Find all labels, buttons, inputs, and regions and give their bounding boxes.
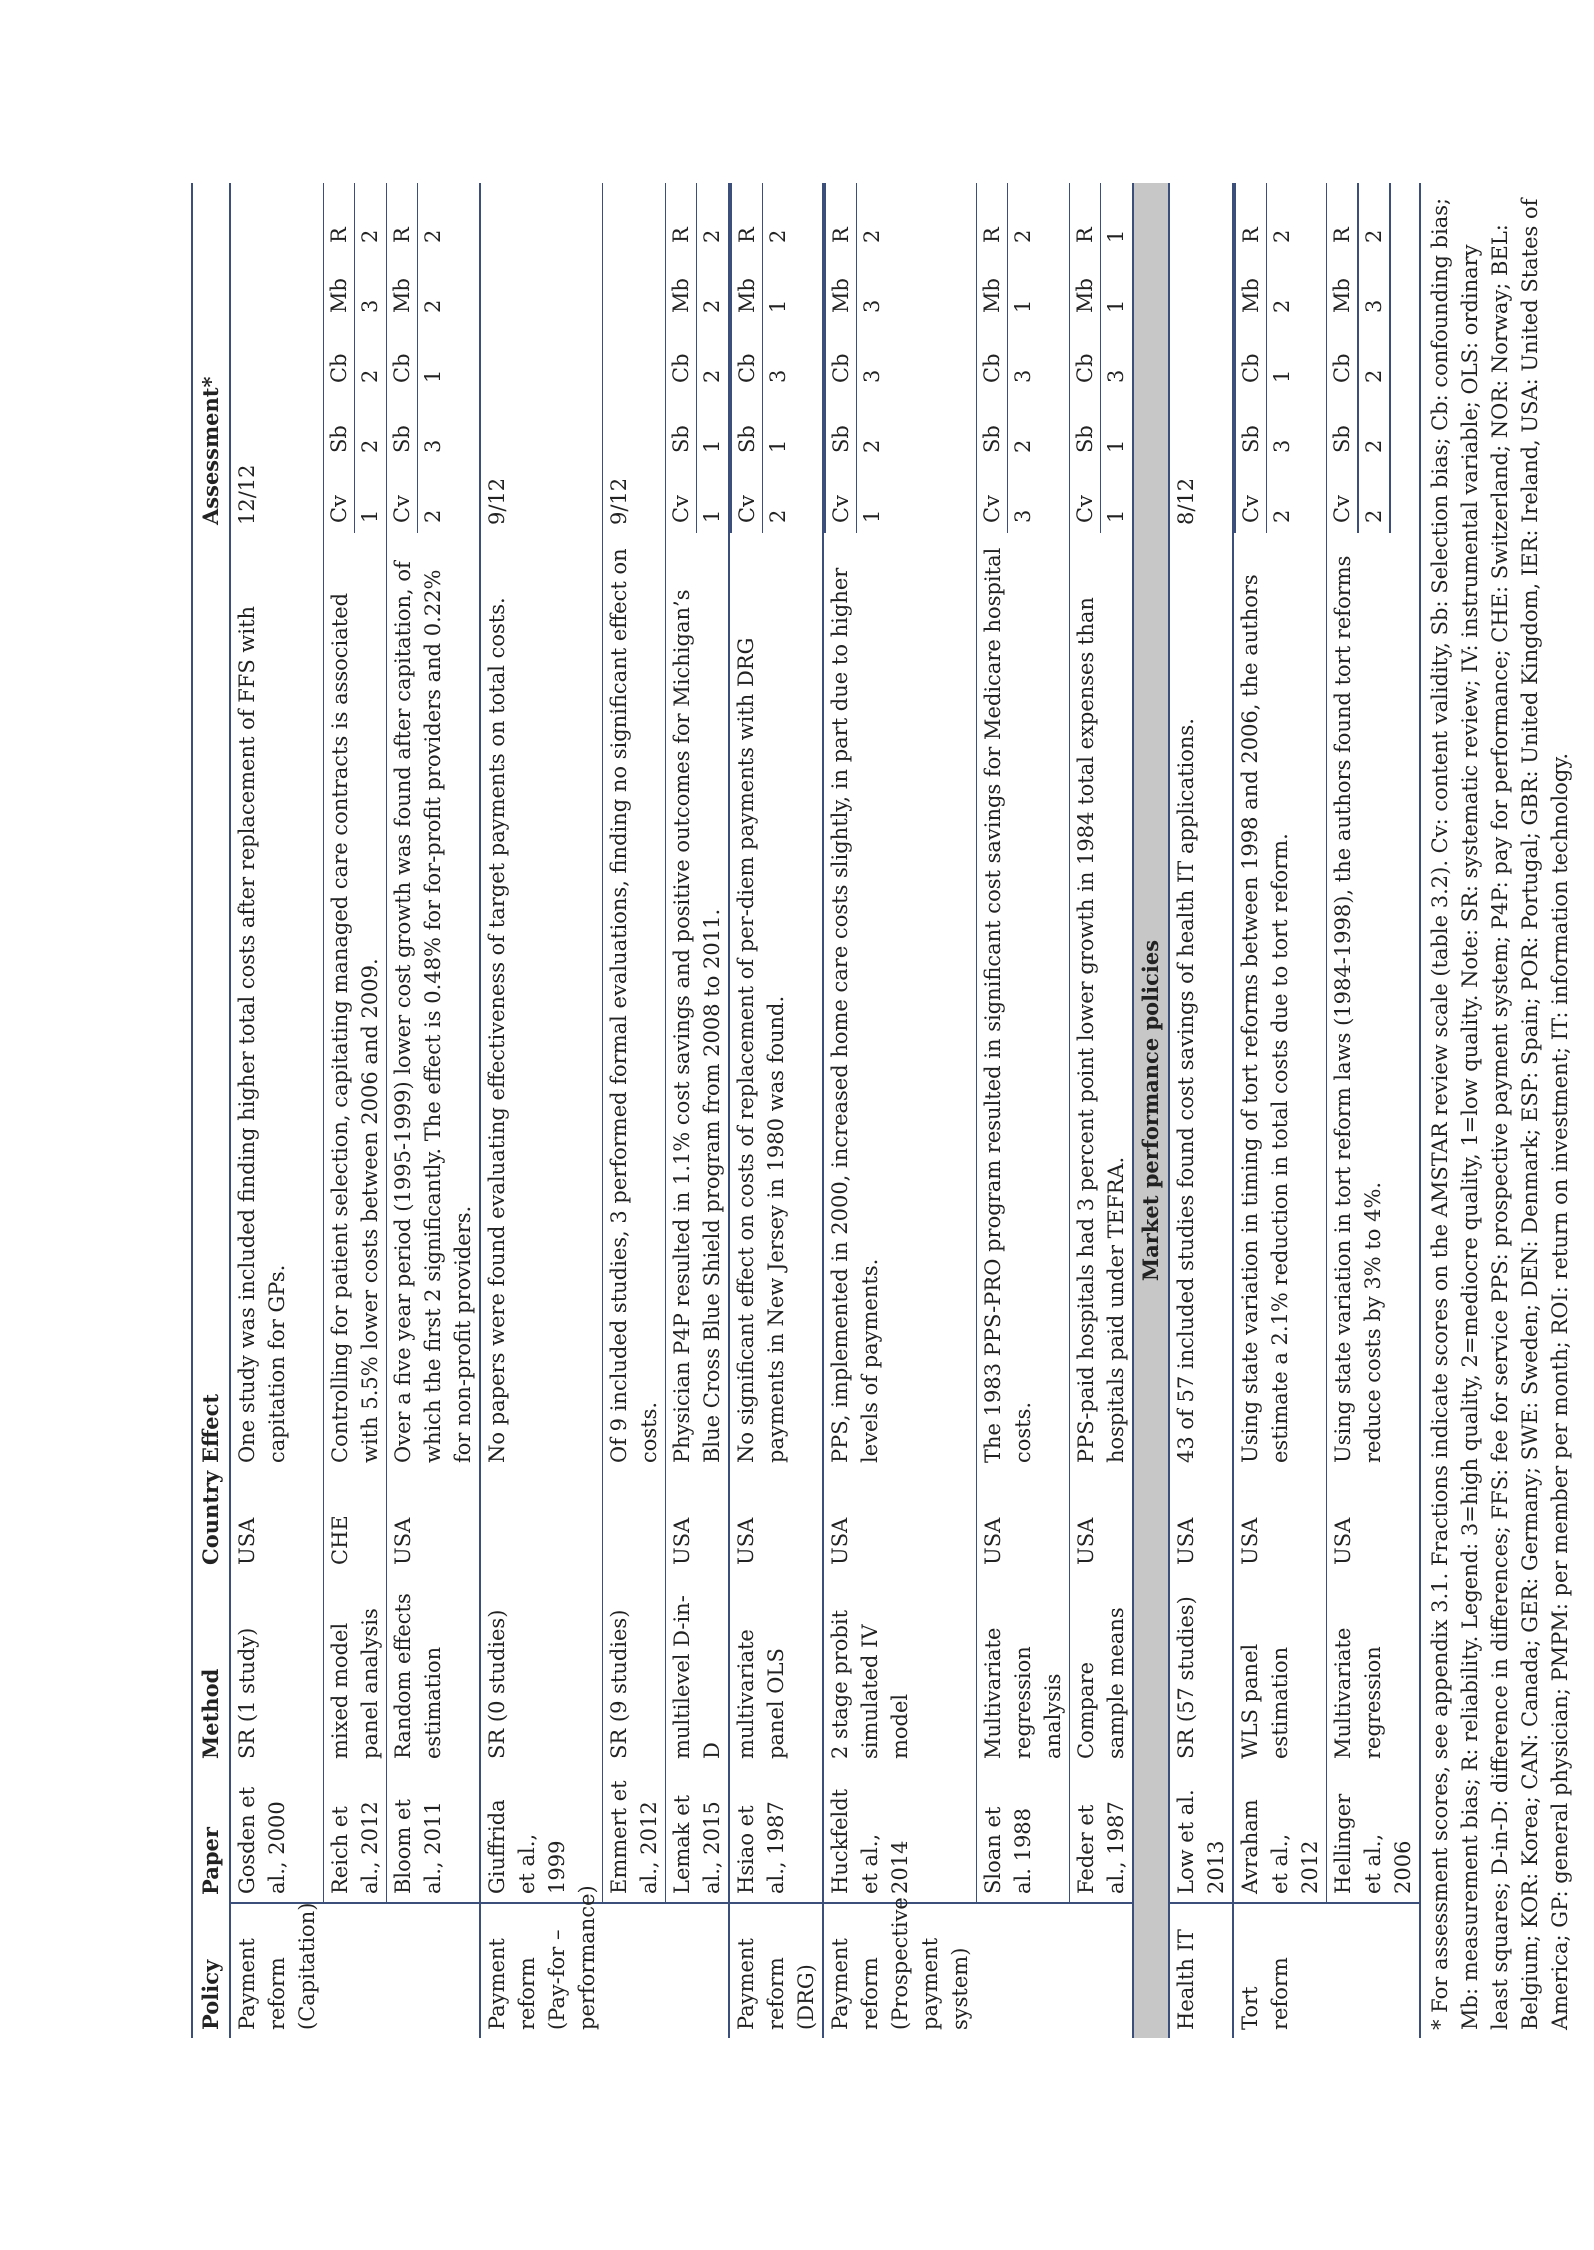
- assessment-value: 1: [1100, 253, 1131, 323]
- method-cell: 2 stage probit simulated IV model: [823, 1573, 976, 1767]
- effect-cell: Of 9 included studies, 3 performed formal evaluations, finding no significant effect on costs.: [603, 533, 666, 1471]
- effect-cell: Controlling for patient selection, capitating managed care contracts is associated with 5.5% lower costs between 2006 and 2009.: [323, 533, 386, 1471]
- assessment-value: 2: [1266, 183, 1297, 253]
- assessment-value: 3: [1007, 463, 1038, 533]
- table-row: [666, 183, 730, 2038]
- assessment-label: Cb: [389, 353, 414, 383]
- assessment-value: 2: [1358, 393, 1390, 463]
- assessment-label: Sb: [1327, 393, 1358, 463]
- assessment-value: 2: [1358, 463, 1390, 533]
- assessment-label: Mb: [669, 278, 693, 313]
- assessment-label: Cv: [669, 495, 693, 523]
- paper-cell: Hsiao et al., 1987: [729, 1767, 823, 1903]
- assessment-grid-values: [763, 183, 794, 533]
- assessment-label: Cb: [979, 353, 1004, 383]
- assessment-score: 12/12: [235, 464, 259, 525]
- table-row: [823, 183, 976, 2038]
- assessment-label: Sb: [825, 393, 857, 463]
- assessment-label: Mb: [1235, 253, 1267, 323]
- assessment-label: Cb: [825, 323, 857, 393]
- footnote: * For assessment scores, see appendix 3.1. Fractions indicate scores on the AMSTAR review scale (table 3.2). Cv: content validity, Sb: Selection bias; Cb: confounding bias; Mb: measurement bias; R: reliability. Legend: 3=high quality, 2=mediocre quality, 1=low quality. Note: SR: systematic review; IV: instrumental variable; OLS: ordinary least squares; D-in-D: difference in differences; FFS: fee for service PPS: prospective payment system; P4P: pay for performance; CHE: Switzerland; NOR: Norway; BEL: Belgium; KOR: Korea; CAN: Canada; GER: Germany; SWE: Sweden; DEN: Denmark; ESP: Spain; POR: Portugal; GBR: United Kingdom, IER: Ireland, USA: United States of America; GP: general physician; PMPM: per member per month; ROI: return on investment; IT: information technology.: [1427, 197, 1572, 2030]
- effect-cell: The 1983 PPS-PRO program resulted in significant cost savings for Medicare hospital costs.: [976, 533, 1069, 1471]
- country-cell: [480, 1471, 603, 1573]
- assessment-label: Cb: [1235, 323, 1267, 393]
- assessment-grid-header: [731, 183, 763, 533]
- method-cell: WLS panel estimation: [1233, 1573, 1327, 1767]
- policy-cell: [603, 1903, 666, 2038]
- assessment-value: 2: [354, 183, 385, 253]
- assessment-grid-values: [417, 183, 448, 533]
- assessment-label: Cb: [326, 353, 351, 383]
- policy-cell: [323, 1903, 386, 2038]
- assessment-value: 1: [763, 253, 794, 323]
- table-row: [230, 183, 323, 2038]
- table-row: [1326, 183, 1420, 2038]
- table-body-market: [1169, 183, 1420, 2038]
- assessment-value: 1: [1100, 463, 1131, 533]
- assessment-value: 2: [1358, 323, 1390, 393]
- assessment-grid: [1327, 183, 1391, 533]
- assessment-label: Mb: [326, 278, 351, 313]
- table-row: [1069, 183, 1133, 2038]
- assessment-label: Sb: [326, 425, 351, 453]
- assessment-label: Sb: [731, 393, 763, 463]
- rotated-table-container: [191, 183, 1572, 2038]
- effect-cell: Over a five year period (1995-1999) lower cost growth was found after capitation, of which the first 2 significantly. The effect is 0.48% for for-profit providers and 0.22% for non-profit providers.: [386, 533, 480, 1471]
- header-country: Country: [192, 1471, 230, 1573]
- assessment-score: 8/12: [1173, 477, 1198, 525]
- effect-cell: One study was included finding higher total costs after replacement of FFS with capitation for GPs.: [235, 605, 289, 1463]
- policy-cell: Health IT: [1169, 1903, 1233, 2038]
- assessment-grid: [324, 183, 385, 533]
- assessment-value: 2: [763, 183, 794, 253]
- assessment-value: 1: [1100, 183, 1131, 253]
- header-assessment: Assessment*: [192, 183, 230, 533]
- assessment-label: Cb: [731, 323, 763, 393]
- results-table: [191, 183, 1579, 2038]
- assessment-grid-values: [1266, 183, 1297, 533]
- assessment-label: R: [1327, 183, 1358, 253]
- assessment-grid-values: [1100, 183, 1131, 533]
- assessment-value: 3: [417, 393, 448, 463]
- assessment-grid-header: [387, 183, 418, 533]
- header-effect: Effect: [192, 533, 230, 1471]
- assessment-grid: [730, 183, 793, 533]
- effect-cell: PPS, implemented in 2000, increased home care costs slightly, in part due to higher levels of payments.: [823, 533, 976, 1471]
- method-cell: Multivariate regression: [1326, 1573, 1420, 1767]
- header-row: [192, 183, 230, 2038]
- country-cell: USA: [235, 1517, 259, 1565]
- country-cell: USA: [1173, 1517, 1198, 1565]
- effect-cell: 43 of 57 included studies found cost savings of health IT applications.: [1173, 718, 1198, 1463]
- assessment-grid-values: [354, 183, 385, 533]
- assessment-score: 9/12: [484, 477, 509, 525]
- assessment-value: 2: [763, 463, 794, 533]
- assessment-label: Mb: [389, 278, 414, 313]
- paper-cell: Sloan et al. 1988: [976, 1767, 1069, 1903]
- assessment-grid: [1070, 183, 1131, 533]
- country-cell: USA: [386, 1471, 480, 1573]
- assessment-label: R: [669, 227, 693, 243]
- method-cell: SR (57 studies): [1173, 1596, 1198, 1759]
- assessment-value: 3: [857, 253, 888, 323]
- method-cell: Random effects estimation: [386, 1573, 480, 1767]
- assessment-grid-header: [666, 183, 697, 533]
- paper-cell: Giuffrida et al., 1999: [480, 1767, 603, 1903]
- assessment-cell: [230, 183, 323, 533]
- assessment-value: 2: [697, 253, 728, 323]
- assessment-cell: [823, 183, 976, 533]
- assessment-value: 1: [1007, 253, 1038, 323]
- effect-cell: PPS-paid hospitals had 3 percent point lower growth in 1984 total expenses than hospitals paid under TEFRA.: [1069, 533, 1133, 1471]
- assessment-value: 1: [354, 463, 385, 533]
- assessment-label: Sb: [1072, 425, 1097, 453]
- assessment-value: 3: [763, 323, 794, 393]
- table-body-payment: [230, 183, 1133, 2038]
- assessment-score: 9/12: [607, 477, 631, 525]
- assessment-label: R: [1072, 227, 1097, 243]
- header-policy: Policy: [192, 1903, 230, 2038]
- assessment-cell: [1069, 183, 1133, 533]
- assessment-value: 1: [417, 323, 448, 393]
- assessment-label: Cv: [1235, 463, 1267, 533]
- assessment-grid-header: [977, 183, 1008, 533]
- table-row: [603, 183, 666, 2038]
- assessment-label: Sb: [389, 425, 414, 453]
- paper-cell: Gosden et al., 2000: [235, 1786, 289, 1894]
- assessment-grid: [666, 183, 727, 533]
- country-cell: CHE: [323, 1471, 386, 1573]
- assessment-cell: [480, 183, 603, 533]
- paper-cell: Lemak et al., 2015: [666, 1767, 730, 1903]
- section-row: [1133, 183, 1169, 2038]
- assessment-label: Cv: [1327, 463, 1358, 533]
- effect-cell: Using state variation in timing of tort reforms between 1998 and 2006, the authors estimate a 2.1% reduction in total costs due to tort reform.: [1233, 533, 1327, 1471]
- assessment-value: 2: [417, 463, 448, 533]
- table-row: [1169, 183, 1233, 2038]
- assessment-grid-header: [324, 183, 355, 533]
- assessment-grid-header: [1235, 183, 1267, 533]
- assessment-label: Cv: [1072, 495, 1097, 523]
- policy-cell: Tort reform: [1233, 1903, 1327, 2038]
- assessment-value: 2: [857, 183, 888, 253]
- paper-cell: Feder et al., 1987: [1069, 1767, 1133, 1903]
- country-cell: USA: [1233, 1471, 1327, 1573]
- assessment-value: 2: [1007, 183, 1038, 253]
- paper-cell: Huckfeldt et al., 2014: [823, 1767, 976, 1903]
- assessment-grid-header: [1070, 183, 1101, 533]
- effect-cell: Physician P4P resulted in 1.1% cost savings and positive outcomes for Michigan’s Blue Cross Blue Shield program from 2008 to 2011.: [666, 533, 730, 1471]
- paper-cell: Low et al. 2013: [1173, 1789, 1228, 1894]
- policy-cell: [666, 1903, 730, 2038]
- table-row: [729, 183, 823, 2038]
- assessment-grid: [387, 183, 448, 533]
- assessment-value: 3: [1266, 393, 1297, 463]
- policy-cell: [1069, 1903, 1133, 2038]
- assessment-label: R: [731, 183, 763, 253]
- policy-cell: [976, 1903, 1069, 2038]
- assessment-value: 2: [1358, 183, 1390, 253]
- paper-cell: Reich et al., 2012: [323, 1767, 386, 1903]
- assessment-value: 2: [354, 323, 385, 393]
- assessment-grid: [977, 183, 1038, 533]
- assessment-label: R: [979, 227, 1004, 243]
- assessment-label: Cb: [1327, 323, 1358, 393]
- assessment-grid-header: [1327, 183, 1358, 533]
- table-row: [386, 183, 480, 2038]
- assessment-label: Mb: [1327, 253, 1358, 323]
- effect-cell: No papers were found evaluating effectiveness of target payments on total costs.: [480, 533, 603, 1471]
- country-cell: USA: [823, 1471, 976, 1573]
- assessment-label: R: [326, 227, 351, 243]
- assessment-label: Cv: [389, 495, 414, 523]
- assessment-value: 3: [1007, 323, 1038, 393]
- assessment-grid-values: [1007, 183, 1038, 533]
- assessment-label: Cb: [1072, 353, 1097, 383]
- table-row: [976, 183, 1069, 2038]
- policy-cell: Payment reform (DRG): [729, 1903, 823, 2038]
- paper-cell: Hellinger et al., 2006: [1326, 1767, 1420, 1903]
- country-cell: USA: [976, 1471, 1069, 1573]
- assessment-grid-values: [1358, 183, 1390, 533]
- assessment-label: Sb: [979, 425, 1004, 453]
- section-title: Market performance policies: [1133, 183, 1169, 2038]
- assessment-label: Mb: [979, 278, 1004, 313]
- method-cell: Multivariate regression analysis: [976, 1573, 1069, 1767]
- assessment-value: 1: [697, 463, 728, 533]
- assessment-label: R: [825, 183, 857, 253]
- paper-cell: Emmert et al., 2012: [603, 1767, 666, 1903]
- paper-cell: Avraham et al., 2012: [1233, 1767, 1327, 1903]
- assessment-label: Mb: [1072, 278, 1097, 313]
- effect-cell: Using state variation in tort reform laws (1984-1998), the authors found tort reforms reduce costs by 3% to 4%.: [1326, 533, 1420, 1471]
- header-paper: Paper: [192, 1767, 230, 1903]
- assessment-value: 3: [354, 253, 385, 323]
- assessment-value: 3: [1100, 323, 1131, 393]
- assessment-label: Cv: [825, 463, 857, 533]
- policy-cell: [386, 1903, 480, 2038]
- table-row: [323, 183, 386, 2038]
- assessment-value: 3: [1358, 253, 1390, 323]
- effect-cell: No significant effect on costs of replacement of per-diem payments with DRG payments in New Jersey in 1980 was found.: [729, 533, 823, 1471]
- assessment-value: 2: [857, 393, 888, 463]
- assessment-value: 2: [417, 183, 448, 253]
- assessment-grid: [824, 183, 887, 533]
- assessment-label: Sb: [1235, 393, 1267, 463]
- assessment-grid-values: [697, 183, 728, 533]
- assessment-value: 1: [1100, 393, 1131, 463]
- assessment-cell: [1233, 183, 1327, 533]
- assessment-value: 2: [1266, 463, 1297, 533]
- assessment-cell: [729, 183, 823, 533]
- policy-cell: Payment reform (Prospective payment system): [823, 1903, 976, 2038]
- assessment-value: 1: [857, 463, 888, 533]
- assessment-grid: [1234, 183, 1297, 533]
- assessment-label: Cv: [979, 495, 1004, 523]
- country-cell: USA: [1326, 1471, 1420, 1573]
- country-cell: USA: [729, 1471, 823, 1573]
- assessment-label: Cv: [731, 463, 763, 533]
- method-cell: SR (9 studies): [603, 1573, 666, 1767]
- assessment-value: 1: [697, 393, 728, 463]
- assessment-value: 1: [763, 393, 794, 463]
- assessment-value: 1: [1266, 323, 1297, 393]
- policy-cell: Payment reform (Pay-for – performance): [480, 1903, 603, 2038]
- assessment-cell: [323, 183, 386, 533]
- assessment-label: Mb: [825, 253, 857, 323]
- assessment-value: 3: [857, 323, 888, 393]
- assessment-value: 2: [1007, 393, 1038, 463]
- table-row: [480, 183, 603, 2038]
- method-cell: SR (0 studies): [480, 1573, 603, 1767]
- assessment-label: R: [1235, 183, 1267, 253]
- policy-cell: Payment reform (Capitation): [230, 1903, 323, 2038]
- assessment-value: 2: [697, 323, 728, 393]
- assessment-cell: [603, 183, 666, 533]
- country-cell: [603, 1471, 666, 1573]
- assessment-cell: [1169, 183, 1233, 533]
- assessment-grid-header: [825, 183, 857, 533]
- method-cell: Compare sample means: [1069, 1573, 1133, 1767]
- method-cell: multilevel D-in-D: [666, 1573, 730, 1767]
- assessment-grid-values: [857, 183, 888, 533]
- policy-cell: [1326, 1903, 1420, 2038]
- header-method: Method: [192, 1573, 230, 1767]
- assessment-value: 2: [354, 393, 385, 463]
- assessment-label: R: [389, 227, 414, 243]
- assessment-cell: [1326, 183, 1420, 533]
- country-cell: USA: [1069, 1471, 1133, 1573]
- assessment-label: Sb: [669, 425, 693, 453]
- table-row: [1233, 183, 1327, 2038]
- assessment-value: 2: [417, 253, 448, 323]
- assessment-cell: [666, 183, 730, 533]
- paper-cell: Bloom et al., 2011: [386, 1767, 480, 1903]
- assessment-cell: [976, 183, 1069, 533]
- table-body-section: [1133, 183, 1169, 2038]
- assessment-label: Mb: [731, 253, 763, 323]
- assessment-value: 2: [1266, 253, 1297, 323]
- assessment-cell: [386, 183, 480, 533]
- country-cell: USA: [666, 1471, 730, 1573]
- method-cell: SR (1 study): [235, 1627, 259, 1759]
- method-cell: multivariate panel OLS: [729, 1573, 823, 1767]
- assessment-value: 2: [697, 183, 728, 253]
- method-cell: mixed model panel analysis: [323, 1573, 386, 1767]
- table-footnote-body: [1420, 183, 1579, 2038]
- assessment-label: Cb: [669, 353, 693, 383]
- assessment-label: Cv: [326, 495, 351, 523]
